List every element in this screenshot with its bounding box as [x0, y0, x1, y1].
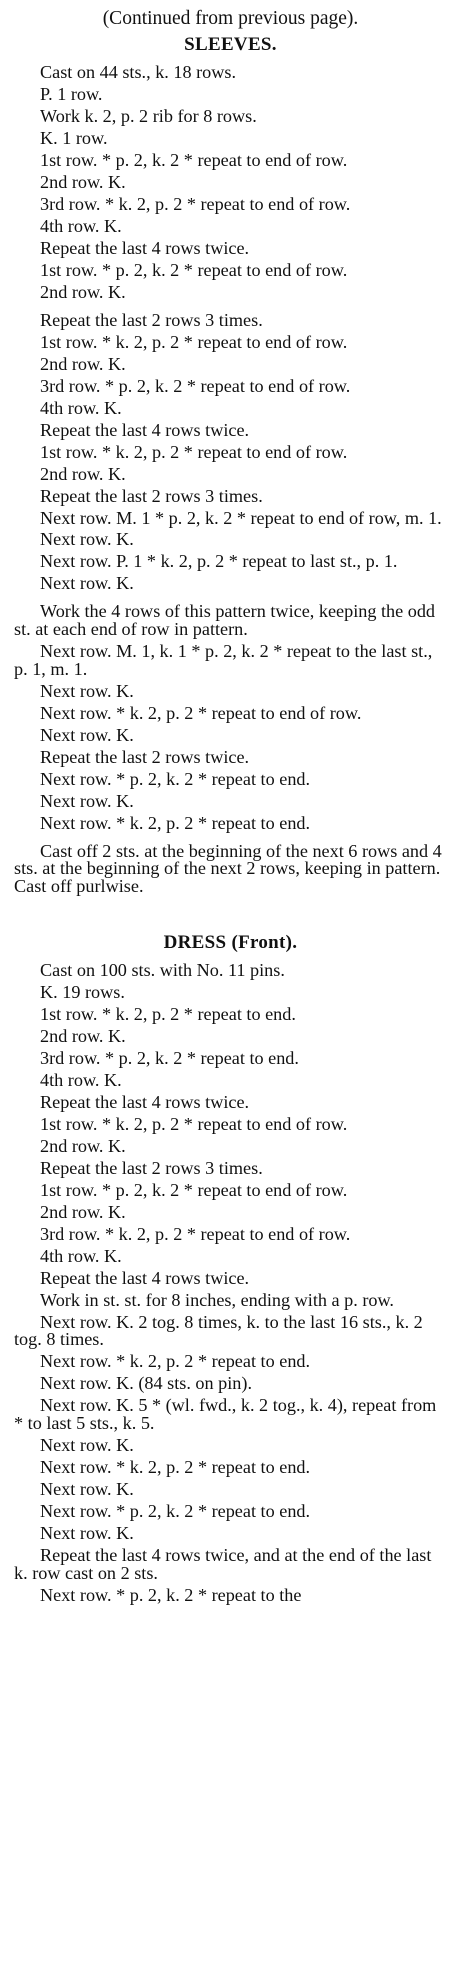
instruction-line: Next row. * p. 2, k. 2 * repeat to end. [40, 1501, 311, 1522]
instruction-line: Next row. K. 2 tog. 8 times, k. to the last 16 sts., k. 2 tog. 8 times. [14, 1311, 423, 1350]
instruction-line: Next row. K. [40, 790, 134, 811]
instruction-line: 1st row. * k. 2, p. 2 * repeat to end of row. [40, 1113, 348, 1134]
instruction-line: 2nd row. K. [40, 1201, 126, 1222]
instruction-line: 1st row. * p. 2, k. 2 * repeat to end of row. [40, 259, 348, 280]
instruction-line: Next row. * k. 2, p. 2 * repeat to end of row. [40, 702, 362, 723]
instruction-line: Repeat the last 4 rows twice. [40, 1091, 250, 1112]
instruction-line: Repeat the last 4 rows twice. [40, 419, 250, 440]
instruction-line: 4th row. K. [40, 397, 122, 418]
instruction-line: 2nd row. K. [40, 1135, 126, 1156]
instruction-line: 1st row. * p. 2, k. 2 * repeat to end of row. [40, 149, 348, 170]
instruction-line: Next row. K. [40, 1479, 134, 1500]
sleeves-section [14, 32, 447, 896]
instruction-line: Next row. P. 1 * k. 2, p. 2 * repeat to last st., p. 1. [40, 551, 398, 572]
instruction-line: 4th row. K. [40, 215, 122, 236]
instruction-line: Next row. K. [40, 529, 134, 550]
instruction-line: 1st row. * k. 2, p. 2 * repeat to end of row. [40, 331, 348, 352]
instruction-line: Next row. * k. 2, p. 2 * repeat to end. [40, 1457, 311, 1478]
instruction-line: Next row. M. 1, k. 1 * p. 2, k. 2 * repeat to the last st., p. 1, m. 1. [14, 641, 433, 679]
instruction-line: 4th row. K. [40, 1245, 122, 1266]
dress-front-heading: DRESS (Front). [163, 931, 298, 953]
instruction-line: 3rd row. * p. 2, k. 2 * repeat to end. [40, 1047, 299, 1068]
instruction-line: Next row. K. 5 * (wl. fwd., k. 2 tog., k. 4), repeat from * to last 5 sts., k. 5. [14, 1395, 437, 1434]
instruction-line: P. 1 row. [40, 83, 103, 104]
instruction-line: 1st row. * k. 2, p. 2 * repeat to end. [40, 1003, 296, 1024]
instruction-line: Next row. * p. 2, k. 2 * repeat to end. [40, 768, 311, 789]
instruction-line: Next row. K. [40, 724, 134, 745]
instruction-line: 1st row. * k. 2, p. 2 * repeat to end of row. [40, 441, 348, 462]
instruction-line: 3rd row. * k. 2, p. 2 * repeat to end of row. [40, 193, 351, 214]
instruction-line: 3rd row. * p. 2, k. 2 * repeat to end of row. [40, 375, 351, 396]
instruction-line: Repeat the last 2 rows twice. [40, 746, 250, 767]
instruction-line: Repeat the last 2 rows 3 times. [40, 485, 263, 506]
instruction-line: Next row. K. [40, 680, 134, 701]
instruction-line: Next row. * p. 2, k. 2 * repeat to the [40, 1584, 302, 1605]
instruction-line: Next row. K. [40, 573, 134, 594]
instruction-line: Repeat the last 4 rows twice. [40, 1267, 250, 1288]
instruction-line: Work the 4 rows of this pattern twice, keeping the odd st. at each end of row in pattern. [14, 601, 436, 640]
instruction-line: Repeat the last 4 rows twice. [40, 237, 250, 258]
dress-front-section [14, 930, 447, 1605]
instruction-line: 2nd row. K. [40, 281, 126, 302]
instruction-line: Cast off 2 sts. at the beginning of the next 6 rows and 4 sts. at the beginning of the next 2 rows, keeping in pattern. Cast off purlwise. [14, 840, 442, 897]
instruction-line: Work k. 2, p. 2 rib for 8 rows. [40, 105, 257, 126]
instruction-line: Cast on 100 sts. with No. 11 pins. [40, 959, 285, 980]
instruction-line: 2nd row. K. [40, 171, 126, 192]
instruction-line: Repeat the last 2 rows 3 times. [40, 1157, 263, 1178]
instruction-line: Next row. K. (84 sts. on pin). [40, 1373, 252, 1394]
instruction-line: 2nd row. K. [40, 1025, 126, 1046]
instruction-line: Next row. M. 1 * p. 2, k. 2 * repeat to end of row, m. 1. [40, 507, 442, 528]
instruction-line: 2nd row. K. [40, 463, 126, 484]
instruction-line: K. 1 row. [40, 127, 108, 148]
sleeves-heading: SLEEVES. [184, 34, 277, 55]
dress-front-instructions [14, 959, 447, 1605]
instruction-line: Repeat the last 4 rows twice, and at the end of the last k. row cast on 2 sts. [14, 1545, 432, 1583]
instruction-line: Next row. * k. 2, p. 2 * repeat to end. [40, 1351, 311, 1372]
instruction-line: Repeat the last 2 rows 3 times. [40, 309, 263, 330]
instruction-line: Cast on 44 sts., k. 18 rows. [40, 62, 237, 82]
continued-note: (Continued from previous page). [102, 8, 359, 29]
sleeves-instructions [14, 64, 447, 896]
instruction-line: Next row. K. [40, 1523, 134, 1544]
instruction-line: 2nd row. K. [40, 353, 126, 374]
instruction-line: Next row. * k. 2, p. 2 * repeat to end. [40, 812, 311, 833]
instruction-line: 3rd row. * k. 2, p. 2 * repeat to end of row. [40, 1223, 351, 1244]
instruction-line: Work in st. st. for 8 inches, ending with a p. row. [40, 1289, 394, 1310]
instruction-line: Next row. K. [40, 1435, 134, 1456]
instruction-line: 1st row. * p. 2, k. 2 * repeat to end of row. [40, 1179, 348, 1200]
instruction-line: 4th row. K. [40, 1069, 122, 1090]
instruction-line: K. 19 rows. [40, 981, 125, 1002]
